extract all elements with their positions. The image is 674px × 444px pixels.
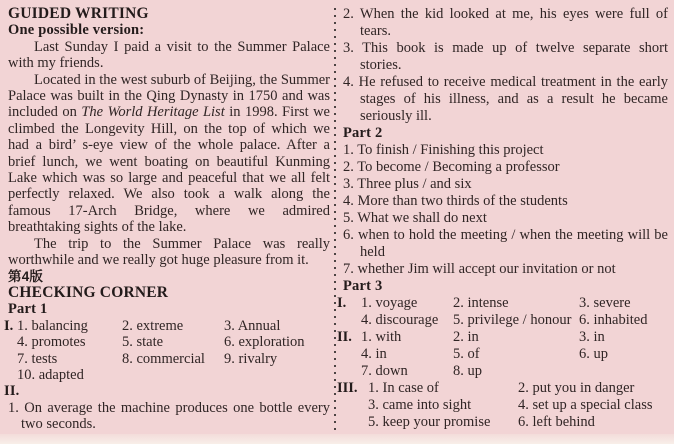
answer-cell: 2. extreme — [122, 317, 184, 334]
answer-cell — [579, 363, 668, 380]
left-column — [0, 6, 334, 444]
answer-sentence: 3. This book is made up of twelve separate short stories. — [343, 40, 668, 73]
answer-cell: 5. privilege / honour — [453, 312, 572, 328]
answer-sentence: 1. On average the machine produces one bottle every two seconds. — [8, 399, 330, 433]
answer-sentence: 3. Three plus / and six — [343, 176, 472, 192]
answer-cell: 2. intense — [453, 295, 509, 311]
answer-row — [8, 351, 330, 367]
answer-cell: 1. In case of — [368, 380, 439, 396]
answer-cell: 3. in — [579, 329, 605, 345]
roman-numeral-label: I. — [4, 317, 14, 334]
guided-writing-title: GUIDED WRITING — [8, 5, 149, 22]
essay-p2-text-after: in 1998. First we climbed the Longevity Hill, on the top of which we had a bird’ s-eye view of the whole palace. After a brief lunch, we went boating on beautiful Kunming Lake which was so large and peaceful that we all felt perfectly relaxed. We also took a walk along the famous 17-Arch Bridge, where we admired breathtaking sights of the lake. — [8, 104, 330, 236]
roman-numeral-label: I. — [337, 295, 347, 311]
answer-cell: 1. with — [361, 329, 402, 345]
answer-cell: 1. voyage — [361, 295, 418, 311]
answer-cell — [224, 367, 330, 383]
answer-row — [8, 367, 330, 383]
roman-numeral-label: II. — [337, 329, 352, 345]
answer-sentence: 5. What we shall do next — [343, 210, 487, 226]
part3-heading: Part 3 — [343, 278, 383, 294]
answer-cell: 2. put you in danger — [518, 380, 635, 396]
answer-cell: 4. promotes — [17, 334, 86, 351]
part2-heading: Part 2 — [343, 125, 383, 141]
answer-row — [343, 312, 668, 329]
essay-paragraph-2 — [8, 72, 330, 236]
answer-row — [337, 295, 668, 312]
answer-row — [343, 414, 668, 431]
answer-cell: 8. up — [453, 363, 482, 379]
answer-row — [4, 317, 330, 334]
answer-sentence: 4. He refused to receive medical treatment in the early stages of his illness, and as a result he became seriously ill. — [343, 74, 668, 124]
part3-section1-grid — [337, 295, 668, 329]
part1-answer-grid — [4, 317, 330, 384]
answer-sentence: 6. when to hold the meeting / when the meeting will be held — [343, 227, 668, 260]
essay-paragraph-3: The trip to the Summer Palace was really worthwhile and we really got huge pleasure from it. — [8, 235, 330, 269]
answer-cell: 4. set up a special class — [518, 397, 653, 413]
answer-cell: 6. left behind — [518, 414, 595, 430]
answer-cell: 6. inhabited — [579, 312, 648, 328]
answer-row — [343, 397, 668, 414]
answer-cell: 7. tests — [17, 350, 58, 367]
answer-sentence: 4. More than two thirds of the students — [343, 193, 568, 209]
answer-cell: 9. rivalry — [224, 350, 278, 367]
part3-section3-grid — [337, 380, 668, 431]
essay-p2-text-before: Located in the west suburb of Beijing, the Summer Palace was built in the Qing Dynasty in 1750 and was included on — [8, 71, 330, 121]
one-possible-version-subtitle: One possible version: — [8, 22, 145, 39]
answer-cell: 6. exploration — [224, 334, 305, 351]
part1-section2-label: II. — [4, 383, 20, 400]
answer-cell: 1. balancing — [17, 317, 88, 334]
page-bottom-scan-edge — [0, 434, 674, 444]
answer-cell: 3. severe — [579, 295, 631, 311]
answer-sentence: 1. To finish / Finishing this project — [343, 142, 544, 158]
answer-cell: 5. state — [122, 334, 164, 351]
answer-row — [343, 346, 668, 363]
edition-label: 第4版 — [8, 268, 44, 284]
answer-cell: 8. commercial — [122, 350, 205, 367]
checking-corner-title: CHECKING CORNER — [8, 283, 169, 301]
answer-cell: 3. Annual — [224, 317, 281, 334]
answer-sentence: 2. When the kid looked at me, his eyes were full of tears. — [343, 6, 668, 39]
answer-cell: 6. up — [579, 346, 608, 362]
answer-cell: 5. of — [453, 346, 480, 362]
part3-section2-grid — [337, 329, 668, 380]
answer-cell: 2. in — [453, 329, 479, 345]
answer-row — [343, 363, 668, 380]
answer-cell: 4. in — [361, 346, 387, 362]
answer-cell: 5. keep your promise — [368, 414, 491, 430]
answer-cell: 4. discourage — [361, 312, 439, 328]
part1-heading: Part 1 — [8, 301, 48, 318]
answer-row — [337, 329, 668, 346]
answer-sentence: 7. whether Jim will accept our invitation or not — [343, 261, 616, 277]
answer-sentence: 2. To become / Becoming a professor — [343, 159, 560, 175]
roman-numeral-label: III. — [337, 380, 358, 396]
book-title-italic: The World Heritage List — [81, 104, 225, 121]
column-divider — [334, 8, 336, 436]
answer-row — [8, 334, 330, 350]
answer-cell — [122, 367, 224, 383]
answer-cell: 7. down — [361, 363, 408, 379]
answer-cell: 3. came into sight — [368, 397, 472, 413]
essay-paragraph-1: Last Sunday I paid a visit to the Summer Palace with my friends. — [8, 38, 330, 72]
answer-row — [337, 380, 668, 397]
right-column — [339, 6, 674, 444]
answer-cell: 10. adapted — [17, 366, 84, 383]
